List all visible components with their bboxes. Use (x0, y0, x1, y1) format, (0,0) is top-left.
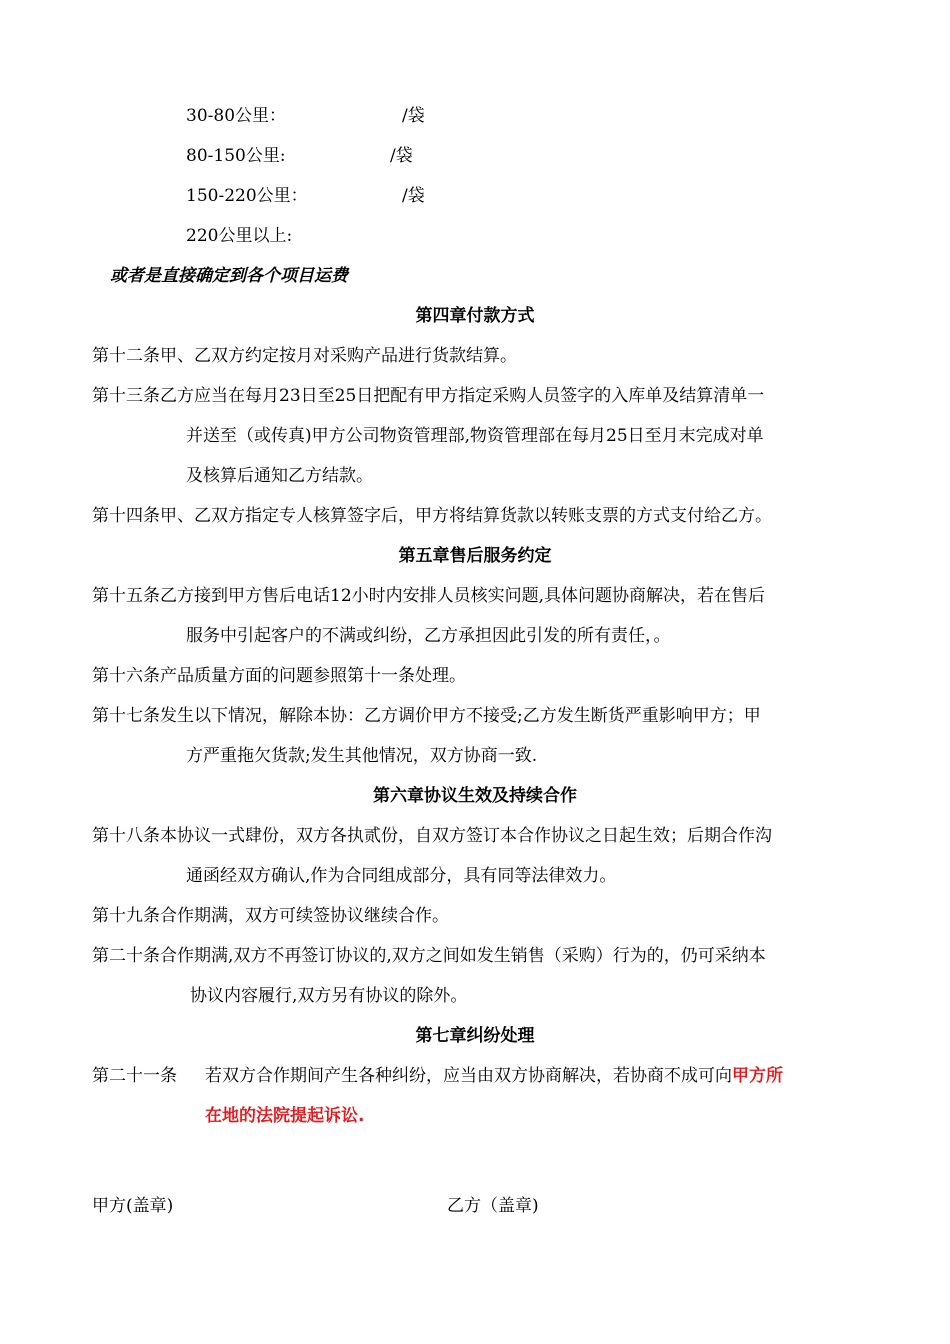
article-21-court-highlight-1: 甲方所 (732, 1066, 783, 1086)
article-19: 第十九条合作期满，双方可续签协议继续合作。 (92, 906, 449, 926)
article-16: 第十六条产品质量方面的问题参照第十一条处理。 (92, 666, 466, 686)
article-21-body: 若双方合作期间产生各种纠纷，应当由双方协商解决，若协商不成可向 (205, 1066, 732, 1086)
party-b-seal-label: 乙方（盖章) (447, 1196, 539, 1216)
article-15-line1: 第十五条乙方接到甲方售后电话12小时内安排人员核实问题,具体问题协商解决，若在售后 (92, 586, 766, 606)
article-14: 第十四条甲、乙双方指定专人核算签字后，甲方将结算货款以转账支票的方式支付给乙方。 (92, 506, 772, 526)
chapter5-title: 第五章售后服务约定 (398, 546, 552, 566)
freight-rate-1-unit: /袋 (402, 106, 425, 126)
freight-rate-3-range: 150-220公里： (186, 186, 308, 206)
article-12: 第十二条甲、乙双方约定按月对采购产品进行货款结算。 (92, 346, 517, 366)
freight-note: 或者是直接确定到各个项目运费 (110, 266, 348, 286)
article-13-line1: 第十三条乙方应当在每月23日至25日把配有甲方指定采购人员签字的入库单及结算清单一 (92, 386, 765, 406)
article-17-line2: 方严重拖欠货款;发生其他情况，双方协商一致. (186, 746, 538, 766)
chapter6-title: 第六章协议生效及持续合作 (373, 786, 577, 806)
article-20-line2: 协议内容履行,双方另有协议的除外。 (190, 986, 468, 1006)
article-21-court-highlight-2: 在地的法院提起诉讼. (205, 1106, 365, 1126)
article-13-line2: 并送至（或传真)甲方公司物资管理部,物资管理部在每月25日至月末完成对单 (186, 426, 764, 446)
freight-rate-1-range: 30-80公里： (186, 106, 287, 126)
article-17-line1: 第十七条发生以下情况，解除本协：乙方调价甲方不接受;乙方发生断货严重影响甲方；甲 (92, 706, 761, 726)
chapter7-title: 第七章纠纷处理 (415, 1026, 535, 1046)
freight-rate-2-unit: /袋 (390, 146, 413, 166)
article-20-line1: 第二十条合作期满,双方不再签订协议的,双方之间如发生销售（采购）行为的，仍可采纳本 (92, 946, 766, 966)
freight-rate-3-unit: /袋 (402, 186, 425, 206)
article-18-line1: 第十八条本协议一式肆份，双方各执贰份，自双方签订本合作协议之日起生效；后期合作沟 (92, 826, 772, 846)
article-13-line3: 及核算后通知乙方结款。 (186, 466, 373, 486)
article-15-line2: 服务中引起客户的不满或纠纷，乙方承担因此引发的所有责任，。 (186, 626, 671, 646)
article-21-text (205, 1064, 783, 1088)
freight-rate-4-range: 220公里以上: (186, 226, 293, 246)
chapter4-title: 第四章付款方式 (415, 306, 535, 326)
freight-rate-2-range: 80-150公里: (186, 146, 286, 166)
article-18-line2: 通函经双方确认,作为合同组成部分，具有同等法律效力。 (186, 866, 617, 886)
article-21-label: 第二十一条 (92, 1066, 177, 1086)
party-a-seal-label: 甲方(盖章) (92, 1196, 174, 1216)
